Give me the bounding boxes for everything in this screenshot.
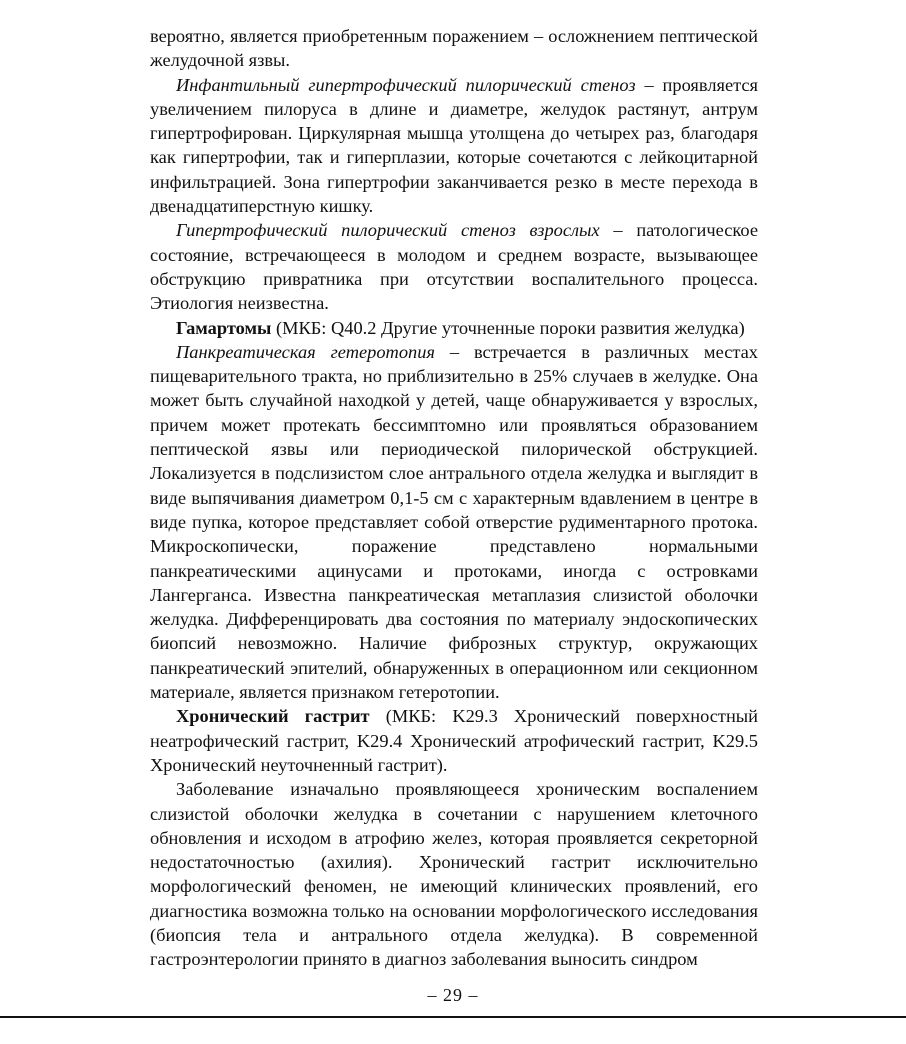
paragraph-text: (МКБ: K29.3 Хронический поверхностный неатрофический гастрит, K29.4 Хронический атрофический гастрит, K29.5 Хронический неуточненный гастрит). bbox=[150, 706, 758, 775]
page-bottom-divider bbox=[0, 1016, 906, 1018]
paragraph-text: – патологическое состояние, встречающееся в молодом и среднем возрасте, вызывающее обструкцию привратника при отсутствии воспалительного процесса. Этиология неизвестна. bbox=[150, 220, 758, 314]
term-heading: Инфантильный гипертрофический пилорический стеноз bbox=[176, 74, 636, 95]
term-heading: Гипертрофический пилорический стеноз взрослых bbox=[176, 220, 600, 241]
paragraph-hamartomas bbox=[150, 316, 758, 340]
section-heading: Гамартомы bbox=[176, 317, 272, 338]
paragraph-text: вероятно, является приобретенным поражением – осложнением пептической желудочной язвы. bbox=[150, 26, 758, 71]
paragraph-infantile-stenosis bbox=[150, 73, 758, 219]
page-number: – 29 – bbox=[427, 985, 479, 1005]
paragraph-text: Заболевание изначально проявляющееся хроническим воспалением слизистой оболочки желудка в сочетании с нарушением клеточного обновления и исходом в атрофию желез, которая проявляется секреторной недостаточностью (ахилия). Хронический гастрит исключительно морфологический феномен, не имеющий клинических проявлений, его диагностика возможна только на основании морфологического исследования (биопсия тела и антрального отдела желудка). В современной гастроэнтерологии принято в диагноз заболевания выносить синдром bbox=[150, 779, 758, 970]
paragraph-text: (МКБ: Q40.2 Другие уточненные пороки развития желудка) bbox=[271, 317, 745, 338]
paragraph-text: – встречается в различных местах пищеварительного тракта, но приблизительно в 25% случаев в желудке. Она может быть случайной находкой у детей, чаще обнаруживается у взрослых, причем может протекать бессимптомно или проявляться образованием пептической язвы или периодической пилорической обструкцией. Локализуется в подслизистом слое антрального отдела желудка и выглядит в виде выпячивания диаметром 0,1-5 см с характерным вдавлением в центре в виде пупка, которое представляет собой отверстие рудиментарного протока. Микроскопически, поражение представлено нормальными панкреатическими ацинусами и протоками, иногда с островками Лангерганса. Известна панкреатическая метаплазия слизистой оболочки желудка. Дифференцировать два состояния по материалу эндоскопических биопсий невозможно. Наличие фиброзных структур, окружающих панкреатический эпителий, обнаруженных в операционном или секционном материале, является признаком гетеротопии. bbox=[150, 341, 758, 703]
term-heading: Панкреатическая гетеротопия bbox=[176, 341, 435, 362]
document-page bbox=[150, 24, 758, 972]
paragraph-chronic-gastritis bbox=[150, 704, 758, 777]
section-heading: Хронический гастрит bbox=[176, 706, 370, 727]
paragraph-continuation bbox=[150, 24, 758, 73]
paragraph-adult-stenosis bbox=[150, 218, 758, 315]
paragraph-gastritis-description bbox=[150, 777, 758, 971]
paragraph-pancreatic-heterotopia bbox=[150, 340, 758, 704]
paragraph-text: – проявляется увеличением пилоруса в длине и диаметре, желудок растянут, антрум гипертрофирован. Циркулярная мышца утолщена до четырех раз, благодаря как гипертрофии, так и гиперплазии, которые сочетаются с лейкоцитарной инфильтрацией. Зона гипертрофии заканчивается резко в месте перехода в двенадцатиперстную кишку. bbox=[150, 74, 759, 217]
